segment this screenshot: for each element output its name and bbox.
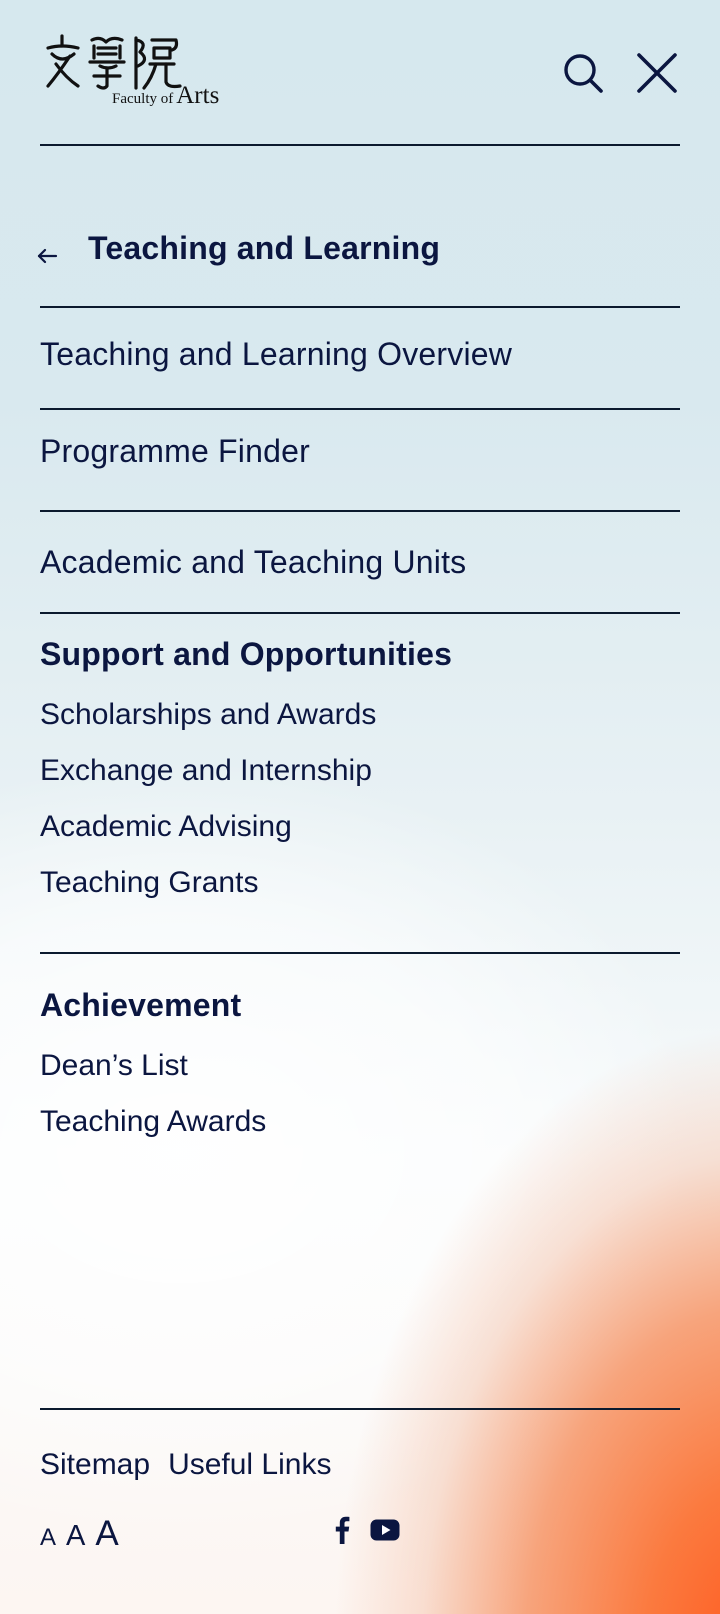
youtube-link[interactable] (370, 1519, 400, 1541)
useful-links-link[interactable]: Useful Links (168, 1448, 332, 1481)
facebook-link[interactable] (334, 1516, 350, 1544)
font-size-controls (40, 1514, 119, 1554)
footer-links (40, 1448, 331, 1482)
menu-item-label: Teaching and Learning Overview (40, 336, 513, 372)
menu-item-academic-units[interactable] (40, 510, 680, 614)
link-teaching-awards[interactable]: Teaching Awards (40, 1105, 267, 1138)
link-teaching-grants[interactable]: Teaching Grants (40, 866, 259, 899)
section-achievement (40, 987, 680, 1150)
logo-text (112, 82, 219, 110)
link-advising[interactable]: Academic Advising (40, 810, 292, 843)
logo-text-small: Faculty of (112, 91, 174, 107)
close-icon (636, 52, 678, 94)
link-scholarships[interactable]: Scholarships and Awards (40, 698, 377, 731)
divider (40, 952, 680, 954)
facebook-icon (334, 1516, 350, 1544)
youtube-icon (370, 1519, 400, 1541)
arrow-left-icon (36, 245, 58, 267)
footer-divider (40, 1408, 680, 1410)
menu-item-label: Academic and Teaching Units (40, 544, 467, 580)
back-to-parent-menu[interactable] (40, 210, 680, 308)
menu-item-programme-finder[interactable] (40, 408, 680, 512)
section-links (40, 1038, 680, 1150)
menu-title: Teaching and Learning (88, 230, 441, 266)
font-size-large-button[interactable]: A (95, 1514, 119, 1553)
search-button[interactable] (560, 50, 606, 96)
font-size-small-button[interactable]: A (40, 1524, 57, 1551)
font-size-medium-button[interactable]: A (66, 1520, 86, 1552)
logo-text-big: Arts (176, 82, 220, 109)
sitemap-link[interactable]: Sitemap (40, 1448, 151, 1481)
menu-header (40, 0, 680, 146)
close-button[interactable] (634, 50, 680, 96)
search-icon (562, 52, 604, 94)
section-heading: Support and Opportunities (40, 636, 453, 672)
faculty-logo[interactable] (44, 34, 234, 114)
section-support (40, 636, 680, 911)
link-exchange[interactable]: Exchange and Internship (40, 754, 372, 787)
social-links (334, 1516, 400, 1544)
link-deans-list[interactable]: Dean’s List (40, 1049, 188, 1082)
mobile-menu (40, 0, 680, 1614)
menu-item-overview[interactable] (40, 306, 680, 410)
menu-item-label: Programme Finder (40, 433, 310, 469)
section-heading: Achievement (40, 987, 242, 1023)
section-links (40, 687, 680, 911)
